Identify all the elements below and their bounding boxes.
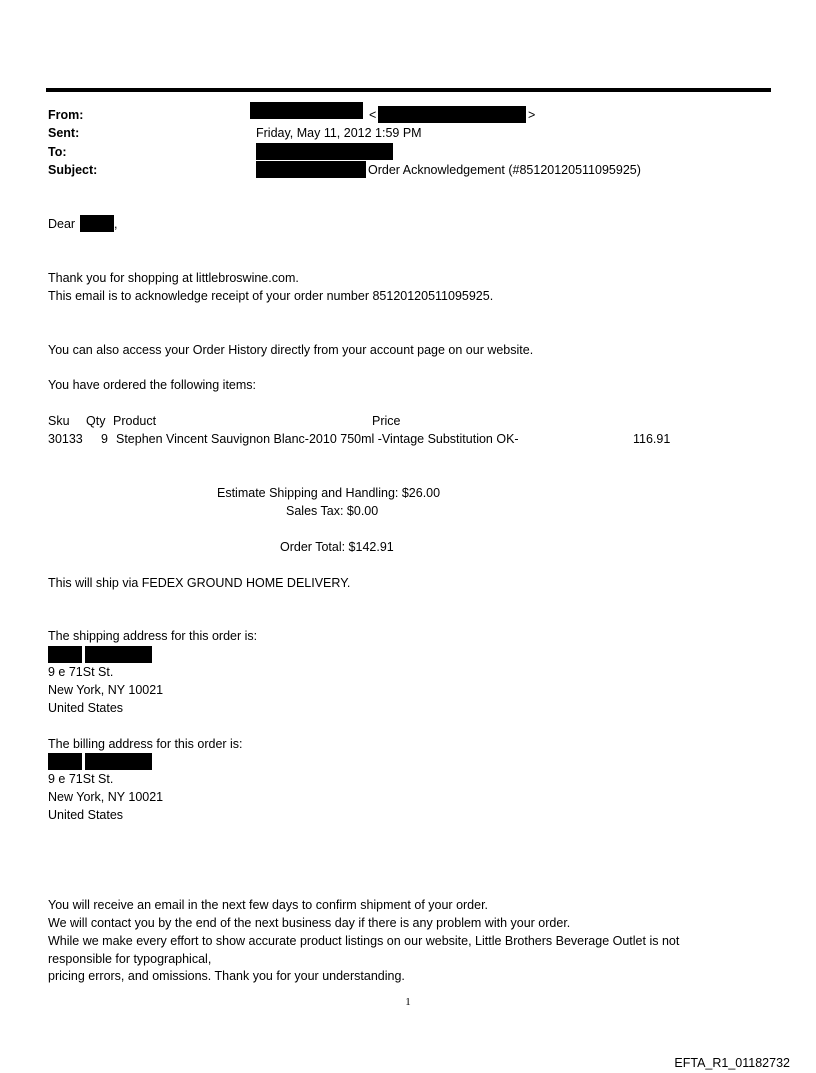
footer-line-3: While we make every effort to show accurate product listings on our website, Little Brothers Beverage Outlet is not <box>48 934 680 948</box>
row-price: 116.91 <box>633 432 671 446</box>
ship-via: This will ship via FEDEX GROUND HOME DELIVERY. <box>48 576 351 590</box>
intro-line-1: Thank you for shopping at littlebroswine.com. <box>48 271 299 285</box>
sent-value: Friday, May 11, 2012 1:59 PM <box>256 126 422 140</box>
header-rule <box>46 88 771 92</box>
row-qty: 9 <box>101 432 108 446</box>
page-number: 1 <box>405 996 411 1008</box>
redaction-subject <box>256 161 366 178</box>
to-label: To: <box>48 145 67 159</box>
order-total: Order Total: $142.91 <box>280 540 394 554</box>
redaction-shipping-last-name <box>85 646 152 663</box>
intro-line-4: You have ordered the following items: <box>48 378 257 392</box>
from-lt: < <box>369 108 377 122</box>
footer-line-5: pricing errors, and omissions. Thank you for your understanding. <box>48 969 405 983</box>
intro-line-2: This email is to acknowledge receipt of your order number 85120120511095925. <box>48 289 494 303</box>
from-gt: > <box>528 108 536 122</box>
redaction-from-name <box>250 102 363 119</box>
sent-label: Sent: <box>48 126 80 140</box>
row-product: Stephen Vincent Sauvignon Blanc-2010 750ml -Vintage Substitution OK- <box>116 432 519 446</box>
subject-label: Subject: <box>48 163 98 177</box>
shipping-handling: Estimate Shipping and Handling: $26.00 <box>217 486 441 500</box>
redaction-from-email <box>378 106 526 123</box>
sales-tax: Sales Tax: $0.00 <box>286 504 379 518</box>
col-header-sku: Sku <box>48 414 70 428</box>
shipping-country: United States <box>48 701 124 715</box>
shipping-address-heading: The shipping address for this order is: <box>48 629 258 643</box>
col-header-product: Product <box>113 414 157 428</box>
document-id: EFTA_R1_01182732 <box>674 1056 790 1070</box>
row-sku: 30133 <box>48 432 83 446</box>
billing-address-heading: The billing address for this order is: <box>48 737 243 751</box>
greeting-comma: , <box>114 217 118 231</box>
intro-line-3: You can also access your Order History directly from your account page on our website. <box>48 343 534 357</box>
from-label: From: <box>48 108 84 122</box>
footer-line-1: You will receive an email in the next few days to confirm shipment of your order. <box>48 898 489 912</box>
col-header-qty: Qty <box>86 414 106 428</box>
footer-line-2: We will contact you by the end of the next business day if there is any problem with your order. <box>48 916 571 930</box>
greeting-dear: Dear <box>48 217 76 231</box>
billing-street: 9 e 71St St. <box>48 772 114 786</box>
redaction-billing-last-name <box>85 753 152 770</box>
shipping-street: 9 e 71St St. <box>48 665 114 679</box>
col-header-price: Price <box>372 414 401 428</box>
billing-country: United States <box>48 808 124 822</box>
shipping-city: New York, NY 10021 <box>48 683 164 697</box>
redaction-shipping-first-name <box>48 646 82 663</box>
redaction-billing-first-name <box>48 753 82 770</box>
subject-value: Order Acknowledgement (#85120120511095925) <box>368 163 641 177</box>
billing-city: New York, NY 10021 <box>48 790 164 804</box>
redaction-recipient-name <box>80 215 114 232</box>
redaction-to <box>256 143 393 160</box>
footer-line-4: responsible for typographical, <box>48 952 212 966</box>
